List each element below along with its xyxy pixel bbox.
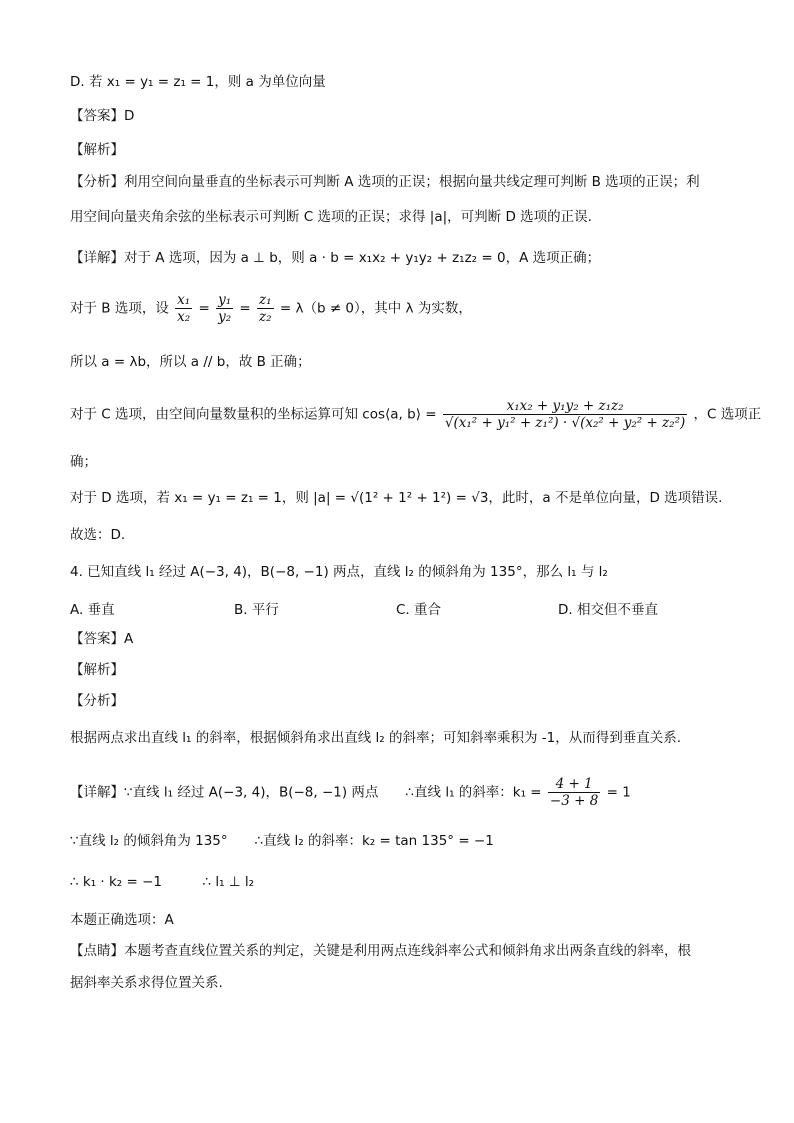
correct-option: 本题正确选项：A <box>70 912 174 928</box>
option-a: A. 垂直 <box>70 602 115 618</box>
option-d: D. 相交但不垂直 <box>558 602 658 618</box>
detail-c-prefix: 对于 C 选项，由空间向量数量积的坐标运算可知 cos⟨a, b⟩ = <box>70 406 437 423</box>
frac-num: 4 + 1 <box>548 776 600 793</box>
frac-den: z₂ <box>259 309 272 325</box>
choose-answer: 故选：D. <box>70 527 126 543</box>
analysis-label-2: 【解析】 <box>70 662 124 678</box>
detail-option-d: 对于 D 选项，若 x₁ = y₁ = z₁ = 1，则 |a| = √(1² + 1² + 1²) = √3，此时，a 不是单位向量，D 选项错误. <box>70 490 723 506</box>
detail2-slope-l2: ∵直线 l₂ 的倾斜角为 135° ∴直线 l₂ 的斜率：k₂ = tan 135° = −1 <box>70 833 494 849</box>
option-c: C. 重合 <box>396 602 442 618</box>
cosine-fraction <box>443 398 687 431</box>
frac-num: z₁ <box>259 292 272 308</box>
analysis-body-2: 根据两点求出直线 l₁ 的斜率，根据倾斜角求出直线 l₂ 的斜率；可知斜率乘积为 -1，从而得到垂直关系. <box>70 730 682 746</box>
frac-den: x₂ <box>177 309 191 325</box>
detail2-slope-l1 <box>70 776 631 809</box>
fraction-y <box>216 292 233 325</box>
detail-option-b-conclusion: 所以 a = λb，所以 a // b，故 B 正确； <box>70 354 311 370</box>
analysis-label: 【解析】 <box>70 142 124 158</box>
detail-b-prefix: 对于 B 选项，设 <box>70 300 169 317</box>
fraction-x <box>175 292 192 325</box>
detail-option-c <box>70 398 761 431</box>
option-d-text: D. 若 x₁ = y₁ = z₁ = 1，则 a 为单位向量 <box>70 74 326 90</box>
detail-option-b: 对于 B 选项，设 $\frac{\text{x₁}}{\text{x₂}}$ = $\frac{\text{y₁}}{\text{y₂}}$ = $\frac{\text{z₁}}{\text{z₂}}$ = λ（b ≠ 0），其中 λ 为实数， <box>70 292 472 325</box>
option-b: B. 平行 <box>234 602 279 618</box>
question-4: 4. 已知直线 l₁ 经过 A(−3, 4)，B(−8, −1) 两点，直线 l₂ 的倾斜角为 135°，那么 l₁ 与 l₂ <box>70 564 608 580</box>
detail2-a-end: = 1 <box>606 784 631 801</box>
detail-option-a: 【详解】对于 A 选项，因为 a ⊥ b，则 a · b = x₁x₂ + y₁y₂ + z₁z₂ = 0，A 选项正确； <box>70 250 601 266</box>
remark-line2: 据斜率关系求得位置关系. <box>70 975 223 991</box>
detail2-perpendicular: ∴ k₁ · k₂ = −1 ∴ l₁ ⊥ l₂ <box>70 874 255 890</box>
frac-num: y₁ <box>218 292 232 308</box>
analysis-summary-line2: 用空间向量夹角余弦的坐标表示可判断 C 选项的正误；求得 |a|，可判断 D 选项的正误. <box>70 209 592 225</box>
detail2-a-text: 【详解】∵直线 l₁ 经过 A(−3, 4)，B(−8, −1) 两点 ∴直线 l₁ 的斜率：k₁ = <box>70 784 542 801</box>
frac-num: x₁x₂ + y₁y₂ + z₁z₂ <box>443 398 687 415</box>
analysis-head-2: 【分析】 <box>70 693 124 709</box>
analysis-summary-line1: 【分析】利用空间向量垂直的坐标表示可判断 A 选项的正误；根据向量共线定理可判断 B 选项的正误；利 <box>70 174 700 190</box>
fraction-z <box>257 292 274 325</box>
remark-line1: 【点睛】本题考查直线位置关系的判定，关键是利用两点连线斜率公式和倾斜角求出两条直线的斜率，根 <box>70 943 691 959</box>
slope-fraction <box>548 776 600 809</box>
frac-den: −3 + 8 <box>549 793 599 809</box>
frac-den: y₂ <box>218 309 232 325</box>
answer-label: 【答案】D <box>70 108 135 124</box>
frac-den: √(x₁² + y₁² + z₁²) · √(x₂² + y₂² + z₂²) <box>444 415 686 431</box>
detail-c-suffix: ，C 选项正 <box>693 406 762 423</box>
detail-option-c-continued: 确； <box>70 454 97 470</box>
answer-label-2: 【答案】A <box>70 631 134 647</box>
detail-b-suffix: = λ（b ≠ 0），其中 λ 为实数， <box>279 300 472 317</box>
frac-num: x₁ <box>177 292 191 308</box>
